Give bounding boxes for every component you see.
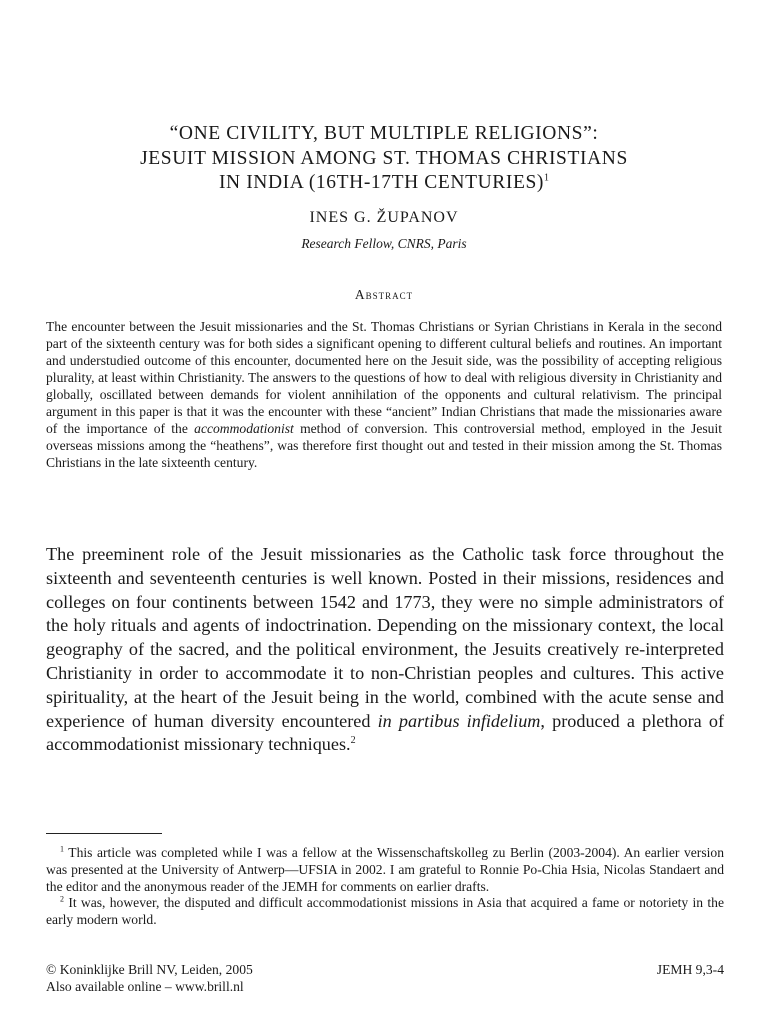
body-footnote-mark[interactable]: 2 [350,735,356,747]
abstract-heading: Abstract [354,287,414,302]
footnote-2 [46,895,724,929]
abstract-italic-term: accommodationist [194,421,294,436]
abstract-text [46,318,722,471]
title-line-1: “ONE CIVILITY, BUT MULTIPLE RELIGIONS”: [169,123,599,144]
author-affiliation: Research Fellow, CNRS, Paris [301,236,467,251]
body-text-part-2: , produced a plethora of accommodationist missionary techniques. [46,710,724,755]
title-line-3 [40,171,728,196]
body-text-part-1: The preeminent role of the Jesuit missionaries as the Catholic task force throughout the sixteenth and seventeenth centuries is well known. Posted in their missions, residences and colleges on four continents between 1542 and 1773, they were no simple administrators of the holy rituals and agents of indoctrination. Depending on the missionary context, the local geography of the sacred, and the political environment, the Jesuits creatively re-interpreted Christianity in order to accommodate it to non-Christian peoples and cultures. This active spirituality, at the heart of the Jesuit being in the world, combined with the acute sense and experience of human diversity encountered [46,544,724,731]
title-line-3-text: IN INDIA (16TH-17TH CENTURIES) [218,172,545,193]
footnote-2-text: It was, however, the disputed and difficult accommodationist missions in Asia that acquired a fame or notoriety in the early modern world. [46,895,724,928]
author-name: INES G. ŽUPANOV [309,209,459,226]
footnote-divider [46,833,162,834]
footnote-2-mark: 2 [60,894,64,904]
title-line-2: JESUIT MISSION AMONG ST. THOMAS CHRISTIANS [140,147,628,169]
journal-reference: JEMH 9,3-4 [656,962,724,977]
body-italic-phrase: in partibus infidelium [377,710,541,731]
abstract-text-part-2: method of conversion. This controversial method, employed in the Jesuit overseas missions among the “heathens”, was therefore first thought out and tested in their mission among the St. Thomas Christians in the late sixteenth century. [46,421,723,470]
publisher-footer [46,962,253,996]
footnotes [46,845,724,929]
copyright-notice: © Koninklijke Brill NV, Leiden, 2005 [46,962,253,977]
abstract-text-part-1: The encounter between the Jesuit missionaries and the St. Thomas Christians or Syrian Christians in Kerala in the second part of the sixteenth century was for both sides a significant opening to different cultural beliefs and routines. An important and understudied outcome of this encounter, documented here on the Jesuit side, was the possibility of accepting religious plurality, at least within Christianity. The answers to the questions of how to deal with religious diversity in Christianity and globally, oscillated between demands for violent annihilation of the opponents and cultural relativism. The principal argument in this paper is that it was the encounter with these “ancient” Indian Christians that made the missionaries aware of the importance of the [46,319,722,436]
footnote-1-mark: 1 [60,844,64,854]
footnote-1-text: This article was completed while I was a fellow at the Wissenschaftskolleg zu Berlin (2003-2004). An earlier version was presented at the University of Antwerp—UFSIA in 2002. I am grateful to Ronnie Po-Chia Hsia, Nicolas Standaert and the editor and the anonymous reader of the JEMH for comments on earlier drafts. [46,845,724,894]
footnote-1 [46,845,724,895]
title-footnote-mark[interactable]: 1 [544,172,550,184]
article-title [40,122,728,196]
online-availability[interactable]: Also available online – www.brill.nl [46,978,244,994]
body-paragraph [46,543,724,757]
